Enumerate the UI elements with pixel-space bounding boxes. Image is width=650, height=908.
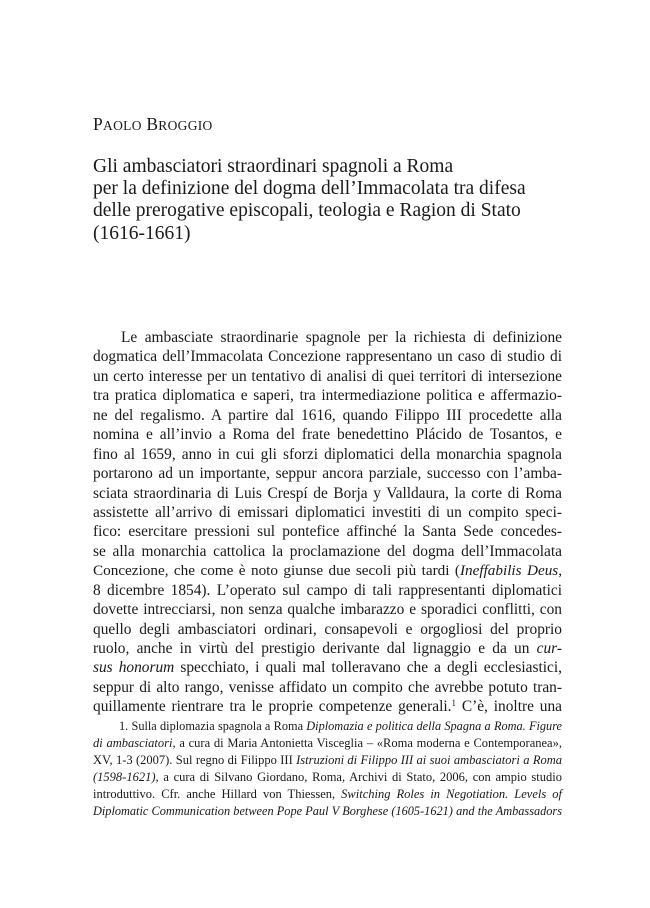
footnote-text: 1. Sulla diplomazia spagnola a Roma <box>119 719 307 733</box>
footnote-text: introduttivo. Cfr. anche Hillard von Thiessen, <box>93 787 342 802</box>
footnote-line <box>93 803 562 820</box>
italic-ineffabilis: Ineffabilis Deus <box>459 562 559 580</box>
body-line: quello degli ambasciatori ordinari, consapevoli e orgogliosi del proprio <box>93 620 562 638</box>
body-line-text: Concezione, che come è noto giunse due secoli più tardi ( <box>93 562 460 580</box>
title-line: (1616-1661) <box>93 222 191 244</box>
body-line: fino al 1659, anno in cui gli sforzi diplomatici della monarchia spagnola <box>93 445 562 463</box>
body-line: un certo interesse per un tentativo di analisi di quei territori di intersezione <box>93 367 562 385</box>
body-line-text: ruolo, anche in virtù del prestigio derivante dal lignaggio e da un <box>93 640 537 657</box>
footnote-text: , a cura di Silvano Giordano, Roma, Archivi di Stato, 2006, con ampio studio <box>155 770 562 785</box>
footnote-italic: Switching Roles in Negotiation. Levels of <box>341 787 562 802</box>
body-line-text: quillamente rientrare tra le proprie competenze generali. <box>93 698 452 716</box>
footnote-italic: Diplomazia e politica della Spagna a Roma. Figure <box>306 719 562 733</box>
italic-cursus: cur- <box>536 640 562 657</box>
footnote-line <box>93 718 562 735</box>
body-line: dogmatica dell’Immacolata Concezione rappresentano un caso di studio di <box>93 348 562 366</box>
body-line: 8 dicembre 1854). L’operato sul campo di tali rappresentanti diplomatici <box>93 581 562 599</box>
author-name <box>93 114 213 135</box>
body-line: dovette intrecciarsi, non senza qualche imbarazzo e sporadici conflitti, con <box>93 601 562 619</box>
footnote-line <box>93 769 562 786</box>
body-line <box>93 658 562 677</box>
article-title <box>93 156 573 245</box>
author-first-rest: AOLO <box>103 118 142 133</box>
body-line-text: C’è, inoltre una <box>456 698 562 716</box>
body-line: sciata straordinaria di Luis Crespí de Borja y Valldaura, la corte di Roma <box>93 484 562 502</box>
body-line-text: specchiato, i quali mal tolleravano che a degli ecclesiastici, <box>180 659 562 677</box>
footnote-line <box>93 752 562 769</box>
footnote-italic: (1598-1621) <box>93 770 156 785</box>
footnote-text: XV, 1-3 (2007). Sul regno di Filippo III <box>93 753 297 768</box>
author-first-initial: P <box>93 114 104 134</box>
body-line: Le ambasciate straordinarie spagnole per la richiesta di definizione <box>121 329 562 346</box>
footnote-ref-marker[interactable]: 1 <box>451 698 456 709</box>
title-line: per la definizione del dogma dell’Immacolata tra difesa <box>93 178 526 200</box>
body-line: Concezione, che come è noto giunse due secoli più tardi (Ineffabilis Deus, <box>93 562 562 580</box>
author-last-initial: B <box>146 114 159 134</box>
footnote-italic: Istruzioni di Filippo III ai suoi ambasciatori a Roma <box>296 753 562 768</box>
title-line: Gli ambasciatori straordinari spagnoli a Roma <box>93 156 454 177</box>
body-line: portarono ad un importante, seppur ancora parziale, successo con l’amba- <box>93 465 562 483</box>
body-line: fico: esercitare pressioni sul pontefice affinché la Santa Sede concedes- <box>93 523 562 541</box>
footnote-line <box>93 735 562 752</box>
footnote-italic: di ambasciatori <box>93 736 173 751</box>
body-line: assistette all’arrivo di emissari diplomatici investiti di un compito speci- <box>93 503 562 521</box>
author-last-rest: ROGGIO <box>158 118 213 133</box>
body-paragraph <box>93 328 562 717</box>
body-line: tra pratica diplomatica e saperi, tra intermediazione politica e affermazio- <box>93 387 562 405</box>
footnote-italic: Diplomatic Communication between Pope Paul V Borghese (1605-1621) and the Ambassadors <box>93 804 562 819</box>
body-line: nomina e all’invio a Roma del frate benedettino Plácido de Tosantos, e <box>93 426 562 444</box>
footnote <box>93 718 562 821</box>
footnote-line <box>93 786 562 803</box>
body-line: se alla monarchia cattolica la proclamazione del dogma dell’Immacolata <box>93 542 562 560</box>
footnote-text: , a cura di Maria Antonietta Visceglia – «Roma moderna e Contemporanea», <box>172 736 562 751</box>
body-line <box>93 697 562 716</box>
italic-sus-honorum: sus honorum <box>93 659 175 677</box>
body-line: ne del regalismo. A partire dal 1616, quando Filippo III procedette alla <box>93 406 562 424</box>
body-line: seppur di alto rango, venisse affidato un compito che avrebbe potuto tran- <box>93 678 562 696</box>
body-line <box>93 639 562 658</box>
title-line: delle prerogative episcopali, teologia e Ragion di Stato <box>93 200 521 222</box>
